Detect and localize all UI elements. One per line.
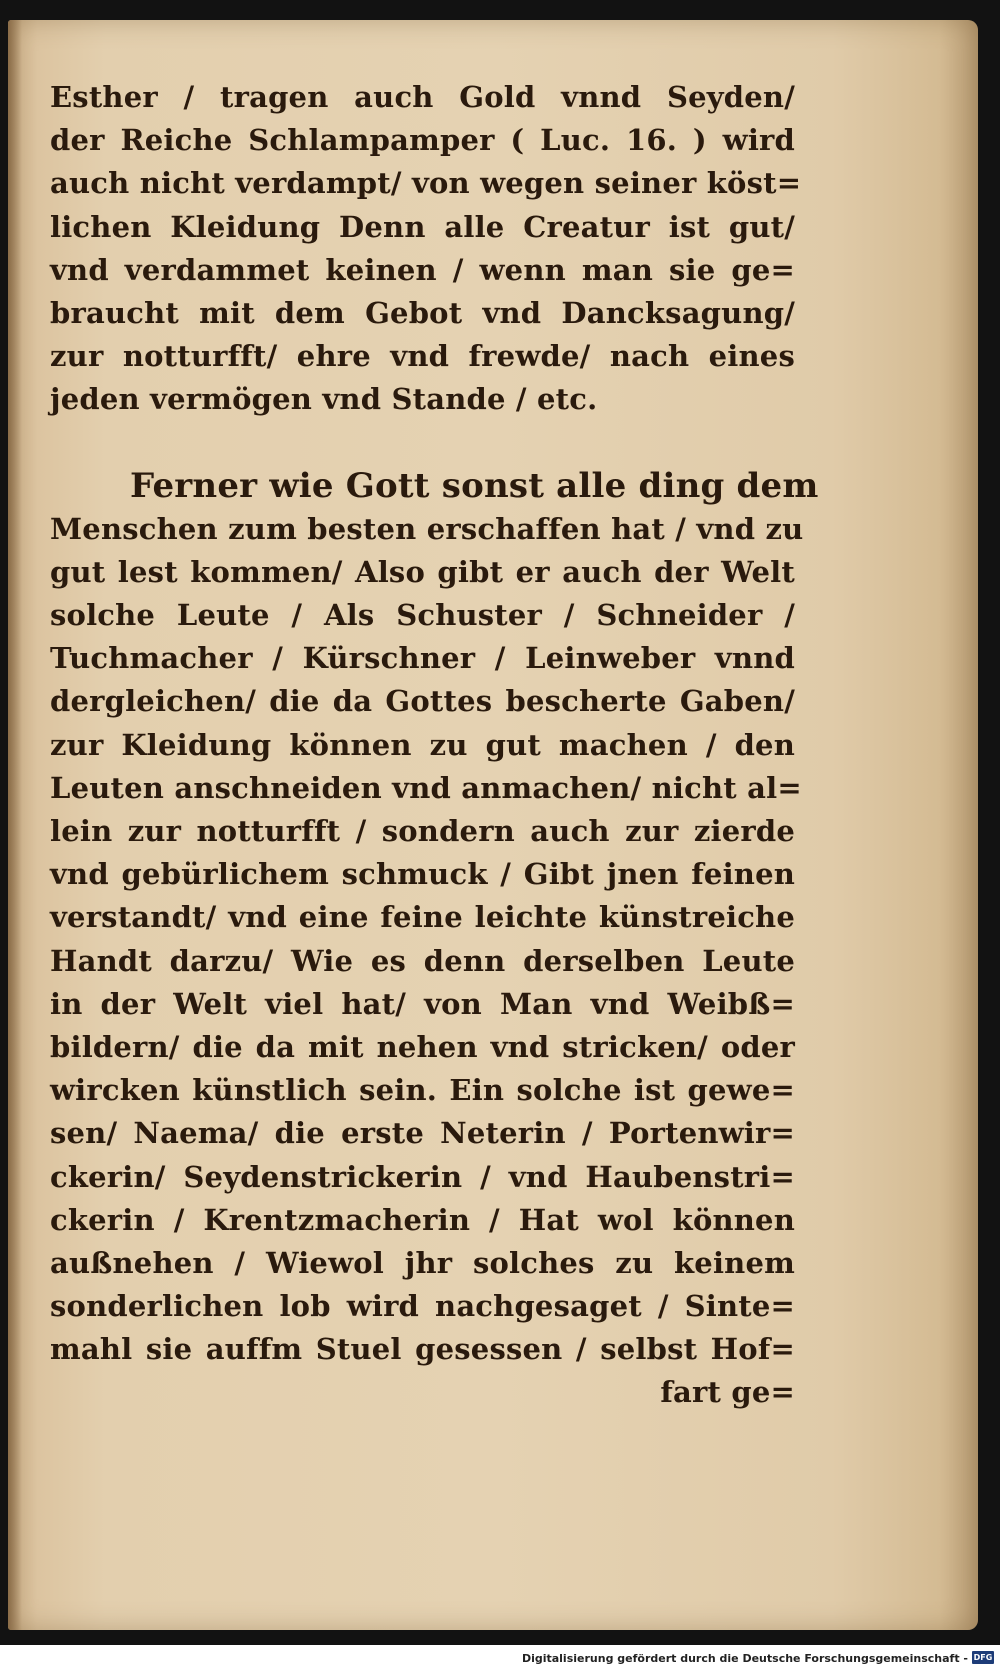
- text-line: zur Kleidung können zu gut machen / den: [50, 727, 795, 762]
- text-line: zur notturfft/ ehre vnd frewde/ nach eines: [50, 339, 795, 374]
- text-line: Handt darzu/ Wie es denn derselben Leute: [50, 943, 795, 978]
- text-line: vnd verdammet keinen / wenn man sie ge=: [50, 252, 795, 287]
- text-line: jeden vermögen vnd Stande / etc.: [50, 382, 598, 417]
- funding-credit: Digitalisierung gefördert durch die Deutsche Forschungsgemeinschaft -: [521, 1652, 968, 1665]
- text-line: außnehen / Wiewol jhr solches zu keinem: [50, 1245, 795, 1280]
- text-line: lein zur notturfft / sondern auch zur zierde: [50, 814, 795, 848]
- book-page: [8, 20, 978, 1630]
- paragraph-2: [50, 465, 819, 1372]
- text-line: auch nicht verdampt/ von wegen seiner köst=: [50, 166, 802, 201]
- text-line: ckerin / Krentzmacherin / Hat wol können: [50, 1202, 795, 1237]
- paragraph-gap: [50, 422, 795, 465]
- text-line: Esther / tragen auch Gold vnnd Seyden/: [50, 80, 795, 114]
- text-line: vnd gebürlichem schmuck / Gibt jnen feinen: [50, 857, 795, 892]
- text-line: sen/ Naema/ die erste Neterin / Portenwir=: [50, 1116, 795, 1151]
- text-line: wircken künstlich sein. Ein solche ist gewe=: [50, 1073, 795, 1108]
- text-line: braucht mit dem Gebot vnd Dancksagung/: [50, 295, 795, 330]
- page-text: [50, 76, 819, 1415]
- dfg-logo-icon: DFG: [973, 1653, 993, 1662]
- text-line: Tuchmacher / Kürschner / Leinweber vnnd: [50, 641, 795, 676]
- text-line: Leuten anschneiden vnd anmachen/ nicht al=: [50, 770, 802, 805]
- text-line: der Reiche Schlampamper ( Luc. 16. ) wird: [50, 123, 795, 158]
- text-line: lichen Kleidung Denn alle Creatur ist gut/: [50, 209, 795, 244]
- text-line-lead: Ferner wie Gott sonst alle ding dem: [130, 465, 819, 506]
- text-line: verstandt/ vnd eine feine leichte künstreiche: [50, 900, 795, 935]
- text-line: ckerin/ Seydenstrickerin / vnd Haubenstri=: [50, 1159, 795, 1194]
- text-line: dergleichen/ die da Gottes bescherte Gaben/: [50, 684, 795, 719]
- catchword: fart ge=: [660, 1375, 795, 1410]
- text-line: gut lest kommen/ Also gibt er auch der Welt: [50, 554, 795, 589]
- text-line: bildern/ die da mit nehen vnd stricken/ oder: [50, 1029, 795, 1064]
- text-line: solche Leute / Als Schuster / Schneider /: [50, 598, 795, 633]
- text-line: sonderlichen lob wird nachgesaget / Sinte=: [50, 1289, 795, 1324]
- paragraph-1: [50, 76, 802, 422]
- text-line: in der Welt viel hat/ von Man vnd Weibß=: [50, 986, 795, 1021]
- text-line: mahl sie auffm Stuel gesessen / selbst Hof=: [50, 1332, 795, 1367]
- text-line: Menschen zum besten erschaffen hat / vnd zu: [50, 511, 804, 546]
